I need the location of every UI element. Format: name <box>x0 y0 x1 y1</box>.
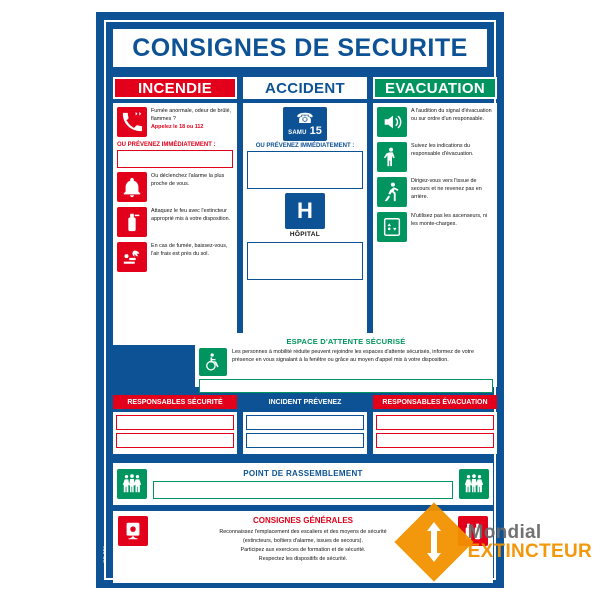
column-incendie-header: INCENDIE <box>113 77 237 99</box>
incendie-contact-field[interactable] <box>117 150 233 168</box>
accident-field-label: OU PRÉVENEZ IMMÉDIATEMENT : <box>255 143 355 149</box>
consignes-generales-line-3: Respectez les dispositifs de sécurité. <box>258 555 348 562</box>
evacuation-item-2-text: Dirigez-vous vers l'issue de secours et ne revenez pas en arrière. <box>411 178 482 200</box>
diamond-arrows-logo <box>394 502 473 581</box>
poster-title-text: CONSIGNES DE SECURITE <box>132 33 468 62</box>
samu-number: 15 <box>309 124 322 137</box>
assembly-point-icon <box>459 469 489 499</box>
list-item <box>117 172 233 202</box>
incendie-item-2-text: Attaquez le feu avec l'extincteur approprié mis à votre disposition. <box>151 208 231 222</box>
consignes-generales-line-2: Participez aux exercices de formation et de sécurité. <box>240 546 366 553</box>
safety-poster <box>96 12 504 588</box>
consignes-generales-title: CONSIGNES GÉNÉRALES <box>252 516 353 525</box>
phone-glyph: ☎ <box>296 109 314 126</box>
incendie-item-0-text2: Appelez le 18 ou 112 <box>151 123 204 130</box>
column-evacuation-body <box>373 103 497 345</box>
responsables-securite-block <box>113 395 237 454</box>
alarm-push-icon <box>118 516 148 546</box>
list-item <box>377 107 493 137</box>
column-evacuation-header: EVACUATION <box>373 77 497 99</box>
incendie-item-1-text: Ou déclenchez l'alarme la plus proche de vous. <box>151 173 225 187</box>
incident-prevenez-block <box>243 395 367 454</box>
samu-label: SAMU <box>288 129 307 136</box>
accident-contact-field[interactable] <box>247 151 363 189</box>
incendie-field-label: OU PRÉVENEZ IMMÉDIATEMENT : <box>117 142 216 148</box>
extinguisher-icon <box>117 207 147 237</box>
responsables-securite-field-1[interactable] <box>116 415 234 430</box>
column-evacuation <box>373 77 497 345</box>
column-incendie-body <box>113 103 237 345</box>
poster-side-code: CS-001 <box>102 545 107 563</box>
responsables-securite-field-2[interactable] <box>116 433 234 448</box>
column-accident-body <box>243 103 367 345</box>
watermark-logo <box>406 514 592 570</box>
hospital-icon <box>285 193 325 229</box>
column-incendie <box>113 77 237 345</box>
hospital-field[interactable] <box>247 242 363 280</box>
incident-prevenez-header: INCIDENT PRÉVENEZ <box>243 395 367 409</box>
espace-attente-section <box>195 333 497 387</box>
evacuation-item-3-text: N'utilisez pas les ascenseurs, ni les monte-charges. <box>411 213 488 227</box>
espace-attente-title: ESPACE D'ATTENTE SÉCURISÉ <box>286 337 406 346</box>
alarm-trigger-icon <box>117 172 147 202</box>
poster-title <box>113 29 487 67</box>
crawl-smoke-icon <box>117 242 147 272</box>
responsables-evacuation-field-1[interactable] <box>376 415 494 430</box>
column-accident <box>243 77 367 345</box>
list-item <box>117 207 233 237</box>
point-rassemblement-field[interactable] <box>153 481 453 499</box>
evacuation-item-1-text: Suivez les indications du responsable d'évacuation. <box>411 143 474 157</box>
consignes-generales-line-0: Reconnaissez l'emplacement des escaliers et des moyens de sécurité <box>219 529 387 535</box>
responsables-evacuation-block <box>373 395 497 454</box>
list-item <box>117 242 233 272</box>
list-item <box>377 142 493 172</box>
phone-alarm-icon <box>117 107 147 137</box>
responsables-securite-header: RESPONSABLES SÉCURITÉ <box>113 395 237 409</box>
evacuation-item-0-text: A l'audition du signal d'évacuation ou sur ordre d'un responsable. <box>411 108 492 122</box>
hospital-caption: HÔPITAL <box>289 231 321 238</box>
point-rassemblement-section <box>113 463 493 505</box>
responsables-evacuation-header: RESPONSABLES ÉVACUATION <box>373 395 497 409</box>
consignes-generales-line-1: (extincteurs, boîtiers d'alarme, issues de secours). <box>243 537 363 544</box>
column-accident-header: ACCIDENT <box>243 77 367 99</box>
watermark-word-2: EXTINCTEUR <box>467 541 592 562</box>
incident-prevenez-field-2[interactable] <box>246 433 364 448</box>
point-rassemblement-title: POINT DE RASSEMBLEMENT <box>243 469 363 478</box>
alarm-sound-icon <box>377 107 407 137</box>
responsables-evacuation-field-2[interactable] <box>376 433 494 448</box>
wheelchair-icon <box>199 348 227 376</box>
espace-attente-field[interactable] <box>199 379 493 393</box>
espace-attente-text: Les personnes à mobilité réduite peuvent rejoindre les espaces d'attente sécurisés, informez de votre présence en vous signalant à la fenêtre ou grâce au moyen d'appel mis à votre disposition. <box>232 349 474 364</box>
follow-guide-icon <box>377 142 407 172</box>
incendie-item-3-text: En cas de fumée, baissez-vous, l'air frais est près du sol. <box>151 243 228 257</box>
incident-prevenez-field-1[interactable] <box>246 415 364 430</box>
exit-run-icon <box>377 177 407 207</box>
incendie-item-0-text: Fumée anormale, odeur de brûlé, flammes ? <box>151 108 232 122</box>
watermark-word-1: Mondial <box>467 522 542 543</box>
list-item <box>377 177 493 207</box>
samu-icon <box>283 107 327 141</box>
assembly-point-icon <box>117 469 147 499</box>
list-item <box>377 212 493 242</box>
no-lift-icon <box>377 212 407 242</box>
hospital-letter: H <box>297 198 313 223</box>
list-item <box>117 107 233 137</box>
